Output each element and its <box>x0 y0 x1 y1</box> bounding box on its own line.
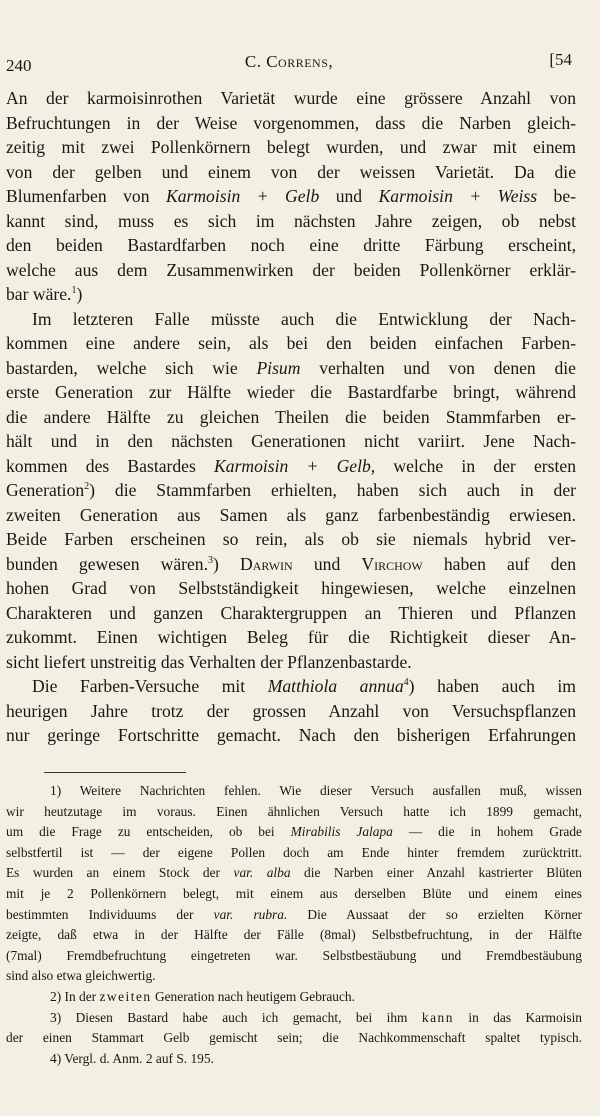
text-line: welche aus dem Zusammenwirken der beiden Pollenkörner erklär- <box>6 259 576 280</box>
running-title: C. Correns, <box>244 52 334 71</box>
footnote-line: bestimmten Individuums der var. rubra. Die Aussaat der so erzielten Körner <box>6 906 582 922</box>
emphasis: Karmoisin + Gelb, <box>214 455 376 476</box>
footnote-line: zeigte, daß etwa in der Hälfte der Fälle (8mal) Selbstbefruchtung, in der Hälfte <box>6 927 582 943</box>
footnote-line: 4) Vergl. d. Anm. 2 auf S. 195. <box>50 1050 214 1066</box>
body-text <box>6 86 576 748</box>
footnote-line: der einen Stammart Gelb gemischt sein; die Nachkommenschaft spaltet typisch. <box>6 1030 582 1046</box>
footnote-marker: 1 <box>71 285 77 297</box>
footnote-divider <box>44 772 186 773</box>
emphasis: Karmoisin + Weiss <box>378 186 538 206</box>
text-line: Blumenfarben von Karmoisin + Gelb und Karmoisin + Weiss be- <box>6 186 577 206</box>
text-line: An der karmoisinrothen Varietät wurde eine grössere Anzahl von <box>6 88 576 108</box>
text-line: bastarden, welche sich wie Pisum verhalten und von denen die <box>6 357 576 378</box>
footnote-line: um die Frage zu entscheiden, ob bei Mirabilis Jalapa — die in hohem Grade <box>6 824 582 840</box>
original-page-number: [54 <box>549 50 572 69</box>
text-line: von der gelben und einem von der weissen Varietät. Da die <box>6 161 576 182</box>
text-line: Generation$^2$) die Stammfarben erhielten, haben sich auch in der <box>6 480 576 500</box>
page-header <box>6 50 572 78</box>
emphasis: Mirabilis Jalapa <box>290 824 393 840</box>
spaced-emphasis: kann <box>421 1009 454 1025</box>
text-line: Charakteren und ganzen Charaktergruppen an Thieren und Pflanzen <box>6 602 576 623</box>
text-line: kannt sind, muss es sich im nächsten Jahre zeigen, ob nebst <box>6 210 576 231</box>
footnote-line: sind also etwa gleichwertig. <box>6 968 156 984</box>
text-line: erste Generation zur Hälfte wieder die Bastardfarbe bringt, während <box>6 382 576 402</box>
emphasis: Karmoisin + Gelb <box>165 186 320 206</box>
text-line: bar wäre.$^1$) <box>6 284 83 304</box>
text-line: heurigen Jahre trotz der grossen Anzahl von Versuchspflanzen <box>6 700 576 721</box>
footnote-line: (7mal) Fremdbefruchtung eingetreten war. Selbstbestäubung und Fremdbestäubung <box>6 947 582 963</box>
footnote-marker: 2 <box>84 481 90 493</box>
footnote-line: 2) In der zweiten Generation nach heutigem Gebrauch. <box>50 988 355 1004</box>
footnote-line: Es wurden an einem Stock der var. alba die Narben einer Anzahl kastrierter Blüten <box>6 865 582 881</box>
person-name: Darwin <box>240 553 293 574</box>
emphasis: Pisum <box>256 357 301 378</box>
text-line: nur geringe Fortschritte gemacht. Nach den bisherigen Erfahrungen <box>6 725 576 745</box>
text-line: zukommt. Einen wichtigen Beleg für die Richtigkeit dieser An- <box>6 627 576 647</box>
page-number: 240 <box>6 56 32 75</box>
text-line: zweiten Generation aus Samen als ganz farbenbeständig erwiesen. <box>6 504 576 525</box>
text-line: zeitig mit zwei Pollenkörnern belegt wurden, und zwar mit einem <box>6 137 576 157</box>
text-line: den beiden Bastardfarben noch eine dritte Färbung erscheint, <box>6 235 576 255</box>
text-line: hält und in den nächsten Generationen nicht variirt. Jene Nach- <box>6 431 576 451</box>
spaced-emphasis: zweiten <box>99 988 152 1004</box>
text-line: hohen Grad von Selbstständigkeit hingewiesen, welche einzelnen <box>6 578 576 598</box>
emphasis: var. alba <box>233 865 291 881</box>
text-line: kommen des Bastardes Karmoisin + Gelb, welche in der ersten <box>6 455 576 476</box>
footnotes <box>6 781 582 1069</box>
footnote-line: mit je 2 Pollenkörnern belegt, mit einem aus derselben Blüte und einem eines <box>6 885 582 901</box>
emphasis: var. rubra. <box>213 906 288 922</box>
person-name: Virchow <box>361 553 423 574</box>
footnote-marker: 4 <box>403 677 409 689</box>
footnote-line: wir heutzutage im voraus. Einen ähnlichen Versuch hatte ich 1899 gemacht, <box>6 803 582 819</box>
text-line: Die Farben-Versuche mit Matthiola annua$^4$) haben auch im <box>32 676 576 696</box>
text-line: Befruchtungen in der Weise vorgenommen, dass die Narben gleich- <box>6 112 576 133</box>
text-line: kommen eine andere sein, als bei den beiden einfachen Farben- <box>6 333 576 353</box>
footnote-line: 1) Weitere Nachrichten fehlen. Wie dieser Versuch ausfallen muß, wissen <box>50 783 582 798</box>
text-line: die andere Hälfte zu gleichen Theilen die beiden Stammfarben er- <box>6 406 576 427</box>
footnote-marker: 3 <box>208 554 214 566</box>
text-line: sicht liefert unstreitig das Verhalten der Pflanzenbastarde. <box>6 651 412 672</box>
footnote-line: 3) Diesen Bastard habe auch ich gemacht, bei ihm kann in das Karmoisin <box>50 1009 582 1025</box>
text-line: Im letzteren Falle müsste auch die Entwicklung der Nach- <box>32 308 576 329</box>
emphasis: Matthiola annua <box>267 676 404 696</box>
footnote-line: selbstfertil ist — der eigene Pollen doch am Ende hinter fremdem zurücktritt. <box>6 844 582 860</box>
text-line: Beide Farben erscheinen so rein, als ob sie niemals hybrid ver- <box>6 529 576 549</box>
text-line: bunden gewesen wären.$^3$) Darwin und Virchow haben auf den <box>6 553 577 574</box>
